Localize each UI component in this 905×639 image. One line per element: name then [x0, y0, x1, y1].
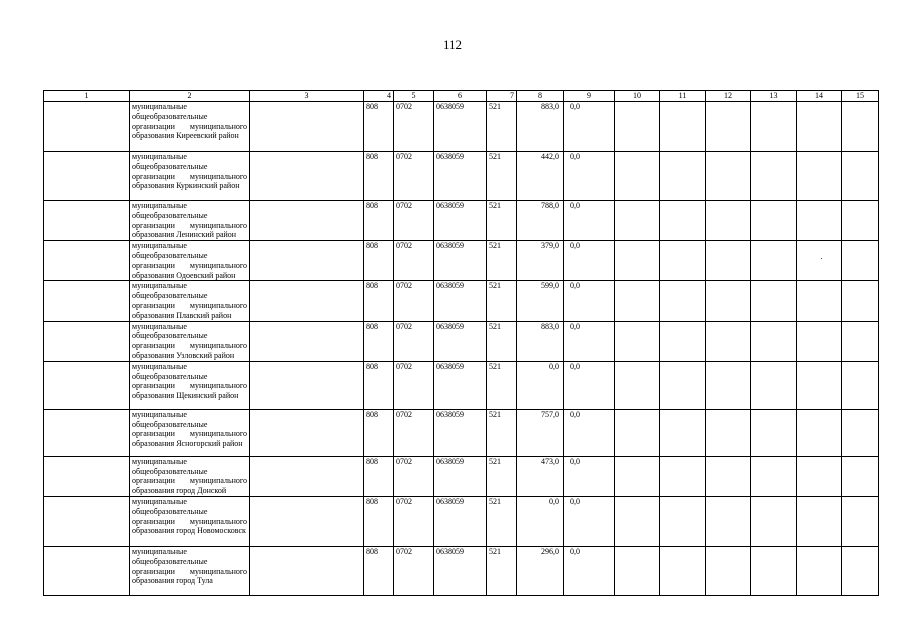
cell-col-15 [842, 456, 879, 496]
cell-col-6: 0638059 [434, 281, 487, 321]
cell-col-12 [706, 361, 751, 409]
cell-col-11 [660, 241, 706, 281]
cell-col-6: 0638059 [434, 241, 487, 281]
cell-col-11 [660, 201, 706, 241]
page-number: 112 [442, 37, 463, 52]
cell-col-4: 808 [364, 546, 394, 595]
cell-col-11 [660, 281, 706, 321]
cell-col-10 [615, 456, 660, 496]
cell-col-10 [615, 409, 660, 456]
cell-col-11 [660, 152, 706, 201]
cell-col-12 [706, 241, 751, 281]
cell-col-3 [250, 361, 364, 409]
column-header: 6 [434, 91, 487, 102]
cell-col-5: 0702 [394, 496, 434, 546]
cell-col-9: 0,0 [564, 361, 615, 409]
cell-col-15 [842, 321, 879, 361]
header-row [44, 91, 879, 102]
table-row [44, 361, 879, 409]
cell-col-12 [706, 496, 751, 546]
cell-col-11 [660, 496, 706, 546]
cell-col-7: 521 [487, 281, 517, 321]
cell-col-5: 0702 [394, 152, 434, 201]
cell-col-7: 521 [487, 409, 517, 456]
cell-col-15 [842, 361, 879, 409]
cell-col-14 [797, 201, 842, 241]
cell-col-8: 599,0 [517, 281, 564, 321]
cell-col-13 [751, 152, 797, 201]
cell-col-14 [797, 321, 842, 361]
cell-col-14 [797, 456, 842, 496]
cell-col-8: 788,0 [517, 201, 564, 241]
row-description: муниципальные общеобразовательные организации муниципального образования Киреевский район [130, 102, 250, 152]
cell-col-6: 0638059 [434, 409, 487, 456]
cell-col-13 [751, 102, 797, 152]
cell-col-14 [797, 152, 842, 201]
cell-col-6: 0638059 [434, 201, 487, 241]
cell-col-6: 0638059 [434, 102, 487, 152]
cell-col-9: 0,0 [564, 321, 615, 361]
cell-col-12 [706, 321, 751, 361]
column-header: 1 [44, 91, 130, 102]
table-row [44, 102, 879, 152]
cell-col-6: 0638059 [434, 546, 487, 595]
cell-col-14 [797, 546, 842, 595]
row-description: муниципальные общеобразовательные организации муниципального образования Ленинский район [130, 201, 250, 241]
column-header: 10 [615, 91, 660, 102]
cell-col-1 [44, 456, 130, 496]
cell-col-4: 808 [364, 456, 394, 496]
cell-col-4: 808 [364, 409, 394, 456]
table-row [44, 409, 879, 456]
cell-col-14 [797, 409, 842, 456]
cell-col-5: 0702 [394, 361, 434, 409]
cell-col-11 [660, 546, 706, 595]
cell-col-5: 0702 [394, 409, 434, 456]
cell-col-3 [250, 321, 364, 361]
cell-col-15 [842, 102, 879, 152]
cell-col-12 [706, 456, 751, 496]
table-row [44, 201, 879, 241]
cell-col-8: 883,0 [517, 102, 564, 152]
cell-col-11 [660, 361, 706, 409]
row-description: муниципальные общеобразовательные организации муниципального образования Щекинский район [130, 361, 250, 409]
cell-col-15 [842, 281, 879, 321]
column-header: 3 [250, 91, 364, 102]
column-header: 8 [517, 91, 564, 102]
row-description: муниципальные общеобразовательные организации муниципального образования Одоевский район [130, 241, 250, 281]
cell-col-15 [842, 546, 879, 595]
cell-col-3 [250, 152, 364, 201]
cell-col-10 [615, 281, 660, 321]
cell-col-6: 0638059 [434, 456, 487, 496]
cell-col-13 [751, 546, 797, 595]
row-description: муниципальные общеобразовательные организации муниципального образования Плавский район [130, 281, 250, 321]
cell-col-7: 521 [487, 241, 517, 281]
table-row [44, 496, 879, 546]
cell-col-5: 0702 [394, 321, 434, 361]
cell-col-4: 808 [364, 281, 394, 321]
column-header: 4 [364, 91, 394, 102]
cell-col-13 [751, 201, 797, 241]
cell-col-10 [615, 496, 660, 546]
cell-col-12 [706, 409, 751, 456]
cell-col-4: 808 [364, 102, 394, 152]
cell-col-10 [615, 241, 660, 281]
cell-col-11 [660, 321, 706, 361]
cell-col-7: 521 [487, 102, 517, 152]
cell-col-11 [660, 409, 706, 456]
cell-col-9: 0,0 [564, 456, 615, 496]
cell-col-10 [615, 201, 660, 241]
cell-col-8: 0,0 [517, 361, 564, 409]
column-header: 7 [487, 91, 517, 102]
cell-col-8: 379,0 [517, 241, 564, 281]
cell-col-11 [660, 102, 706, 152]
row-description: муниципальные общеобразовательные организации муниципального образования город Новомосковск [130, 496, 250, 546]
cell-col-8: 883,0 [517, 321, 564, 361]
cell-col-15 [842, 409, 879, 456]
cell-col-9: 0,0 [564, 152, 615, 201]
cell-col-1 [44, 241, 130, 281]
cell-col-8: 442,0 [517, 152, 564, 201]
column-header: 15 [842, 91, 879, 102]
row-description: муниципальные общеобразовательные организации муниципального образования Куркинский район [130, 152, 250, 201]
column-header: 14 [797, 91, 842, 102]
cell-col-15 [842, 241, 879, 281]
cell-col-3 [250, 102, 364, 152]
cell-col-4: 808 [364, 496, 394, 546]
row-description: муниципальные общеобразовательные организации муниципального образования Ясногорский район [130, 409, 250, 456]
cell-col-4: 808 [364, 241, 394, 281]
column-header: 12 [706, 91, 751, 102]
cell-col-10 [615, 152, 660, 201]
cell-col-6: 0638059 [434, 321, 487, 361]
cell-col-3 [250, 409, 364, 456]
cell-col-7: 521 [487, 201, 517, 241]
table-row [44, 546, 879, 595]
cell-col-5: 0702 [394, 201, 434, 241]
cell-col-14 [797, 281, 842, 321]
cell-col-4: 808 [364, 201, 394, 241]
table-row [44, 241, 879, 281]
column-header: 13 [751, 91, 797, 102]
cell-col-3 [250, 201, 364, 241]
cell-col-14 [797, 361, 842, 409]
cell-col-15 [842, 496, 879, 546]
cell-col-6: 0638059 [434, 496, 487, 546]
cell-col-9: 0,0 [564, 409, 615, 456]
cell-col-6: 0638059 [434, 361, 487, 409]
cell-col-4: 808 [364, 361, 394, 409]
cell-col-7: 521 [487, 496, 517, 546]
cell-col-8: 296,0 [517, 546, 564, 595]
table-row [44, 321, 879, 361]
cell-col-1 [44, 321, 130, 361]
cell-col-12 [706, 201, 751, 241]
cell-col-9: 0,0 [564, 201, 615, 241]
cell-col-14 [797, 241, 842, 281]
table-row [44, 456, 879, 496]
row-description: муниципальные общеобразовательные организации муниципального образования город Донской [130, 456, 250, 496]
cell-col-13 [751, 241, 797, 281]
cell-col-9: 0,0 [564, 496, 615, 546]
cell-col-1 [44, 361, 130, 409]
cell-col-12 [706, 546, 751, 595]
cell-col-8: 473,0 [517, 456, 564, 496]
cell-col-14 [797, 496, 842, 546]
cell-col-9: 0,0 [564, 102, 615, 152]
cell-col-4: 808 [364, 321, 394, 361]
cell-col-8: 0,0 [517, 496, 564, 546]
cell-col-9: 0,0 [564, 281, 615, 321]
cell-col-1 [44, 201, 130, 241]
cell-col-1 [44, 102, 130, 152]
cell-col-13 [751, 321, 797, 361]
cell-col-1 [44, 409, 130, 456]
cell-col-7: 521 [487, 546, 517, 595]
cell-col-3 [250, 281, 364, 321]
cell-col-5: 0702 [394, 241, 434, 281]
cell-col-3 [250, 546, 364, 595]
cell-col-15 [842, 152, 879, 201]
cell-col-10 [615, 102, 660, 152]
row-description: муниципальные общеобразовательные организации муниципального образования Узловский район [130, 321, 250, 361]
cell-col-13 [751, 281, 797, 321]
cell-col-10 [615, 361, 660, 409]
cell-col-5: 0702 [394, 281, 434, 321]
cell-col-15 [842, 201, 879, 241]
cell-col-11 [660, 456, 706, 496]
cell-col-5: 0702 [394, 546, 434, 595]
budget-table [43, 90, 879, 596]
cell-col-12 [706, 281, 751, 321]
cell-col-4: 808 [364, 152, 394, 201]
cell-col-13 [751, 409, 797, 456]
cell-col-1 [44, 546, 130, 595]
table-body [44, 102, 879, 596]
cell-col-12 [706, 102, 751, 152]
cell-col-9: 0,0 [564, 241, 615, 281]
cell-col-7: 521 [487, 152, 517, 201]
cell-col-6: 0638059 [434, 152, 487, 201]
cell-col-7: 521 [487, 361, 517, 409]
cell-col-9: 0,0 [564, 546, 615, 595]
cell-col-1 [44, 496, 130, 546]
cell-col-13 [751, 496, 797, 546]
column-header: 2 [130, 91, 250, 102]
cell-col-13 [751, 456, 797, 496]
cell-col-14 [797, 102, 842, 152]
cell-col-12 [706, 152, 751, 201]
scan-speck [821, 258, 822, 259]
table-row [44, 281, 879, 321]
cell-col-7: 521 [487, 321, 517, 361]
column-header: 9 [564, 91, 615, 102]
row-description: муниципальные общеобразовательные организации муниципального образования город Тула [130, 546, 250, 595]
cell-col-3 [250, 496, 364, 546]
cell-col-8: 757,0 [517, 409, 564, 456]
cell-col-10 [615, 546, 660, 595]
cell-col-3 [250, 241, 364, 281]
cell-col-5: 0702 [394, 102, 434, 152]
column-header: 11 [660, 91, 706, 102]
table-row [44, 152, 879, 201]
cell-col-5: 0702 [394, 456, 434, 496]
cell-col-7: 521 [487, 456, 517, 496]
cell-col-1 [44, 152, 130, 201]
cell-col-3 [250, 456, 364, 496]
column-header: 5 [394, 91, 434, 102]
cell-col-1 [44, 281, 130, 321]
cell-col-10 [615, 321, 660, 361]
cell-col-13 [751, 361, 797, 409]
